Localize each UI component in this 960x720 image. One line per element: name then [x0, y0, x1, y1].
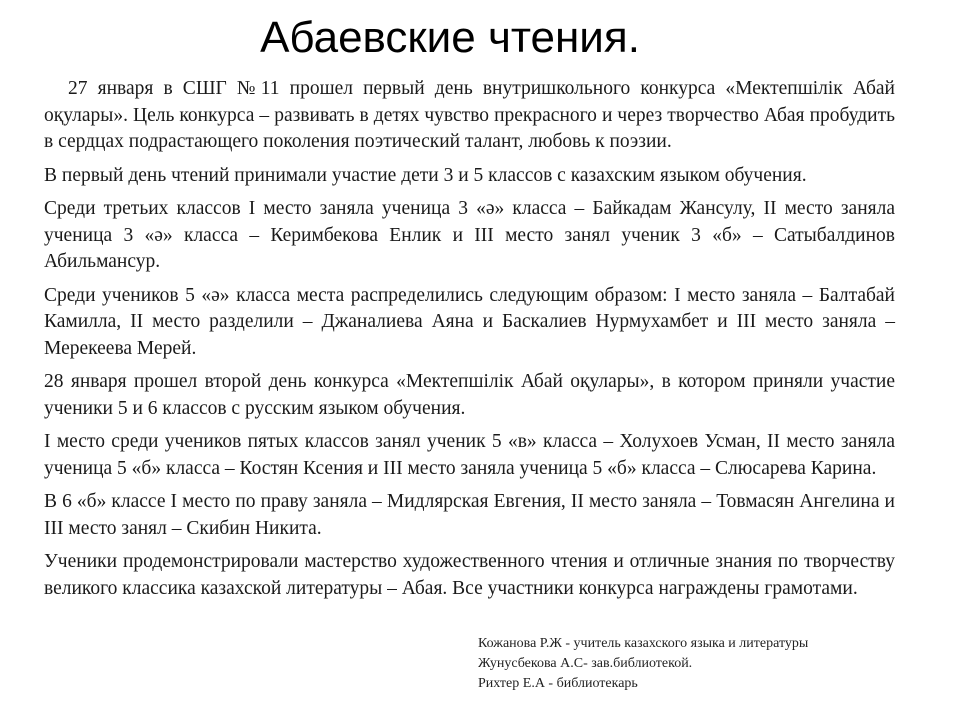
- paragraph-intro: 27 января в СШГ №11 прошел первый день внутришкольного конкурса «Мектепшілік Абай оқулары». Цель конкурса – развивать в детях чувство прекрасного и через творчество Абая пробудить в сердцах подрастающего поколения поэтический талант, любовь к поэзии.: [44, 78, 895, 152]
- page-title: Абаевские чтения.: [260, 13, 640, 62]
- signature-librarian: Рихтер Е.А - библиотекарь: [478, 676, 638, 691]
- article-body: [44, 76, 895, 609]
- paragraph-day-one-participants: В первый день чтений принимали участие дети 3 и 5 классов с казахским языком обучения.: [44, 164, 807, 186]
- paragraph-day-two-participants: 28 января прошел второй день конкурса «Мектепшілік Абай оқулары», в котором приняли участие ученики 5 и 6 классов с русским языком обучения.: [44, 371, 895, 419]
- paragraph-sixth-grade-results: В 6 «б» классе I место по праву заняла – Мидлярская Евгения, II место заняла – Товмасян Ангелина и III место занял – Скибин Никита.: [44, 491, 895, 539]
- signature-kazakh-teacher: Кожанова Р.Ж - учитель казахского языка и литературы: [478, 636, 809, 651]
- paragraph-conclusion: Ученики продемонстрировали мастерство художественного чтения и отличные знания по творчеству великого классика казахской литературы – Абая. Все участники конкурса награждены грамотами.: [44, 551, 895, 599]
- paragraph-fifth-grade-russian-results: I место среди учеников пятых классов занял ученик 5 «в» класса – Холухоев Усман, II место заняла ученица 5 «б» класса – Костян Ксения и III место заняла ученица 5 «б» класса – Слюсарева Карина.: [44, 431, 895, 479]
- paragraph-third-grade-results: Среди третьих классов I место заняла ученица 3 «ә» класса – Байкадам Жансулу, II место заняла ученица 3 «ә» класса – Керимбекова Енлик и III место занял ученик 3 «б» – Сатыбалдинов Абильмансур.: [44, 198, 895, 272]
- paragraph-fifth-grade-kazakh-results: Среди учеников 5 «ә» класса места распределились следующим образом: I место заняла – Балтабай Камилла, II место разделили – Джаналиева Аяна и Баскалиев Нурмухамбет и III место заняла – Мерекеева Мерей.: [44, 284, 895, 359]
- signature-block: [478, 634, 918, 694]
- signature-head-librarian: Жунусбекова А.С- зав.библиотекой.: [478, 656, 693, 671]
